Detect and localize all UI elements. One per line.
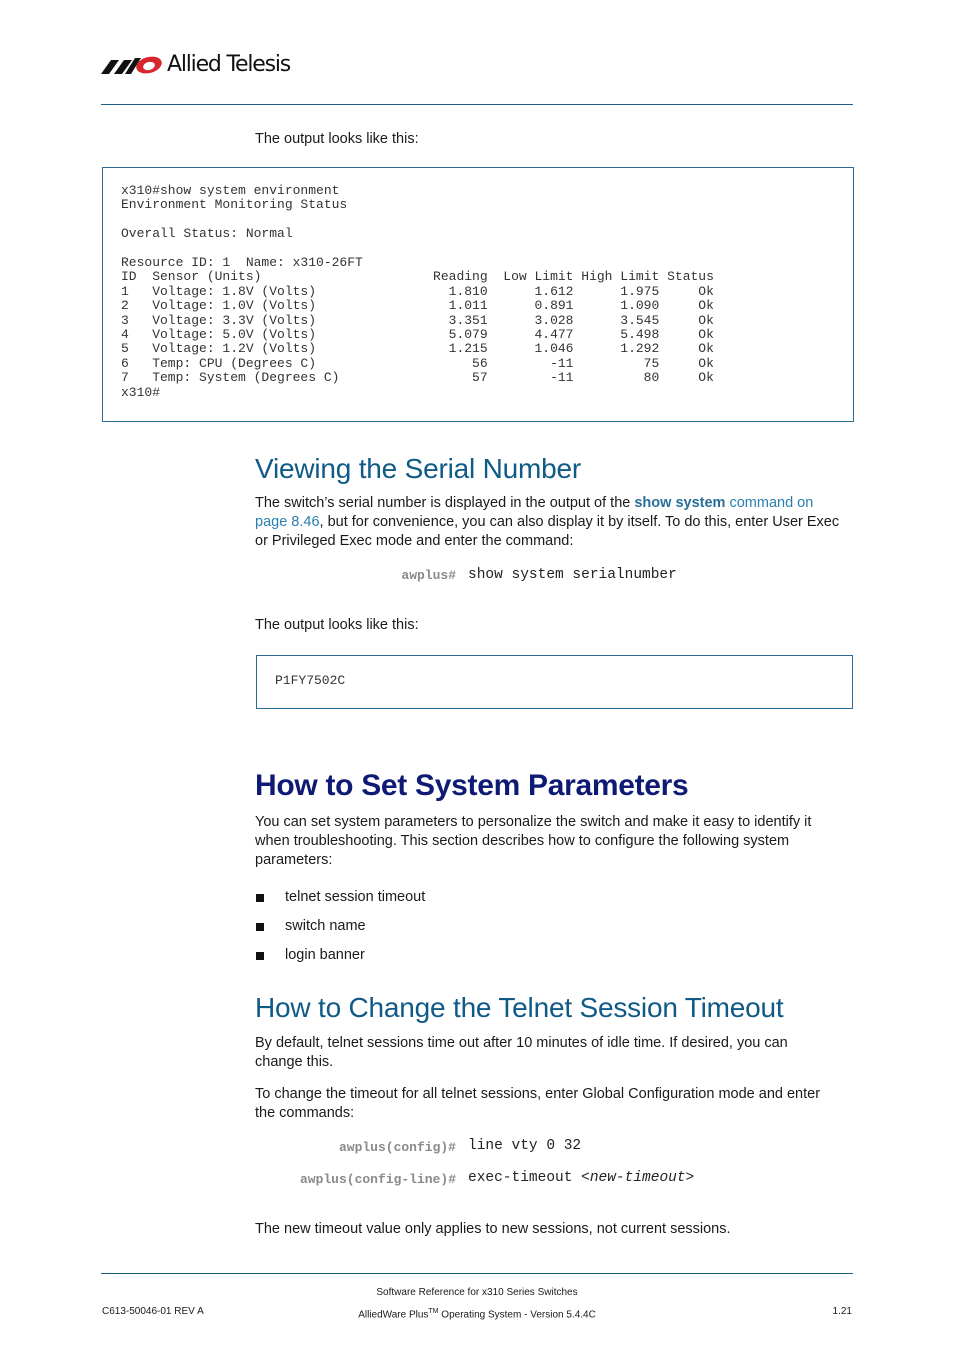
telnet-note: The new timeout value only applies to new sessions, not current sessions. xyxy=(255,1221,731,1237)
params-paragraph: You can set system parameters to personalize the switch and make it easy to identify it when troubleshooting. This section describes how to configure the following system parameters: xyxy=(255,814,812,868)
command-link[interactable]: command on xyxy=(725,495,814,511)
env-output-line: x310#show system environment xyxy=(121,183,340,198)
telnet-paragraph-1: By default, telnet sessions time out after 10 minutes of idle time. If desired, you can change this. xyxy=(255,1035,788,1070)
list-item: switch name xyxy=(255,912,425,941)
logo-wordmark: Allied Telesis xyxy=(167,52,290,77)
params-heading: How to Set System Parameters xyxy=(255,769,689,802)
env-output-line: 7 Temp: System (Degrees C) 57 -11 80 Ok xyxy=(121,370,714,386)
telnet-paragraph-2: To change the timeout for all telnet sessions, enter Global Configuration mode and enter the commands: xyxy=(255,1086,821,1121)
footer-page-number: 1.21 xyxy=(832,1306,852,1317)
params-bullet-list xyxy=(255,883,425,970)
line-vty-command: line vty 0 32 xyxy=(468,1138,582,1154)
env-output-line: 2 Voltage: 1.0V (Volts) 1.011 0.891 1.090 Ok xyxy=(121,298,714,314)
footer-title-line-2: AlliedWare Plus™ Operating System - Version 5.4.4C xyxy=(358,1308,596,1321)
env-output-box xyxy=(102,167,854,422)
env-output-line: 4 Voltage: 5.0V (Volts) 5.079 4.477 5.498 Ok xyxy=(121,327,714,343)
list-item: telnet session timeout xyxy=(255,883,425,912)
env-output-line: Overall Status: Normal xyxy=(121,226,293,242)
env-output-line xyxy=(121,213,714,227)
serial-output-intro: The output looks like this: xyxy=(255,617,419,633)
config-line-prompt: awplus(config-line)# xyxy=(299,1172,456,1187)
show-system-link[interactable]: show system xyxy=(634,495,726,511)
env-output-line xyxy=(121,242,714,256)
telnet-heading: How to Change the Telnet Session Timeout xyxy=(255,992,784,1023)
env-output-line: ID Sensor (Units) Reading Low Limit High Limit Status xyxy=(121,269,714,285)
allied-telesis-logo-icon xyxy=(101,54,163,76)
env-output-line: 6 Temp: CPU (Degrees C) 56 -11 75 Ok xyxy=(121,355,714,371)
env-output-line: Resource ID: 1 Name: x310-26FT xyxy=(121,255,363,271)
footer-doc-id: C613-50046-01 REV A xyxy=(102,1306,204,1317)
header-rule xyxy=(101,104,853,105)
serial-paragraph-line-3: or Privileged Exec mode and enter the command: xyxy=(255,533,574,549)
env-output-line: 5 Voltage: 1.2V (Volts) 1.215 1.046 1.292 Ok xyxy=(121,341,714,357)
config-prompt: awplus(config)# xyxy=(338,1140,456,1155)
serial-paragraph-line-1: The switch’s serial number is displayed in the output of the show system command on xyxy=(255,495,814,511)
env-output-line: 3 Voltage: 3.3V (Volts) 3.351 3.028 3.545 Ok xyxy=(121,312,714,328)
new-timeout-arg: new-timeout xyxy=(589,1170,686,1186)
bullet-icon xyxy=(256,952,264,960)
header-logo xyxy=(101,50,290,80)
env-output-intro: The output looks like this: xyxy=(255,131,419,147)
serial-output-code: P1FY7502C xyxy=(275,673,346,688)
serial-prompt: awplus# xyxy=(401,568,456,583)
serial-command: show system serialnumber xyxy=(468,567,677,583)
serial-output-box xyxy=(256,655,853,709)
serial-heading: Viewing the Serial Number xyxy=(255,453,581,484)
env-output-line: x310# xyxy=(121,384,161,400)
exec-timeout-command: exec-timeout <new-timeout> xyxy=(468,1170,695,1186)
env-output-line: 1 Voltage: 1.8V (Volts) 1.810 1.612 1.975 Ok xyxy=(121,283,714,299)
footer-rule xyxy=(101,1273,853,1274)
list-item: login banner xyxy=(255,941,425,970)
page-ref-link[interactable]: page 8.46 xyxy=(255,514,320,530)
serial-paragraph-line-2: page 8.46, but for convenience, you can also display it by itself. To do this, enter User Exec xyxy=(255,514,840,530)
footer-title-line-1: Software Reference for x310 Series Switches xyxy=(376,1287,578,1298)
env-output-line: Environment Monitoring Status xyxy=(121,197,348,213)
env-output-code xyxy=(121,184,714,400)
bullet-icon xyxy=(256,894,264,902)
serial-paragraph xyxy=(255,494,855,551)
bullet-icon xyxy=(256,923,264,931)
